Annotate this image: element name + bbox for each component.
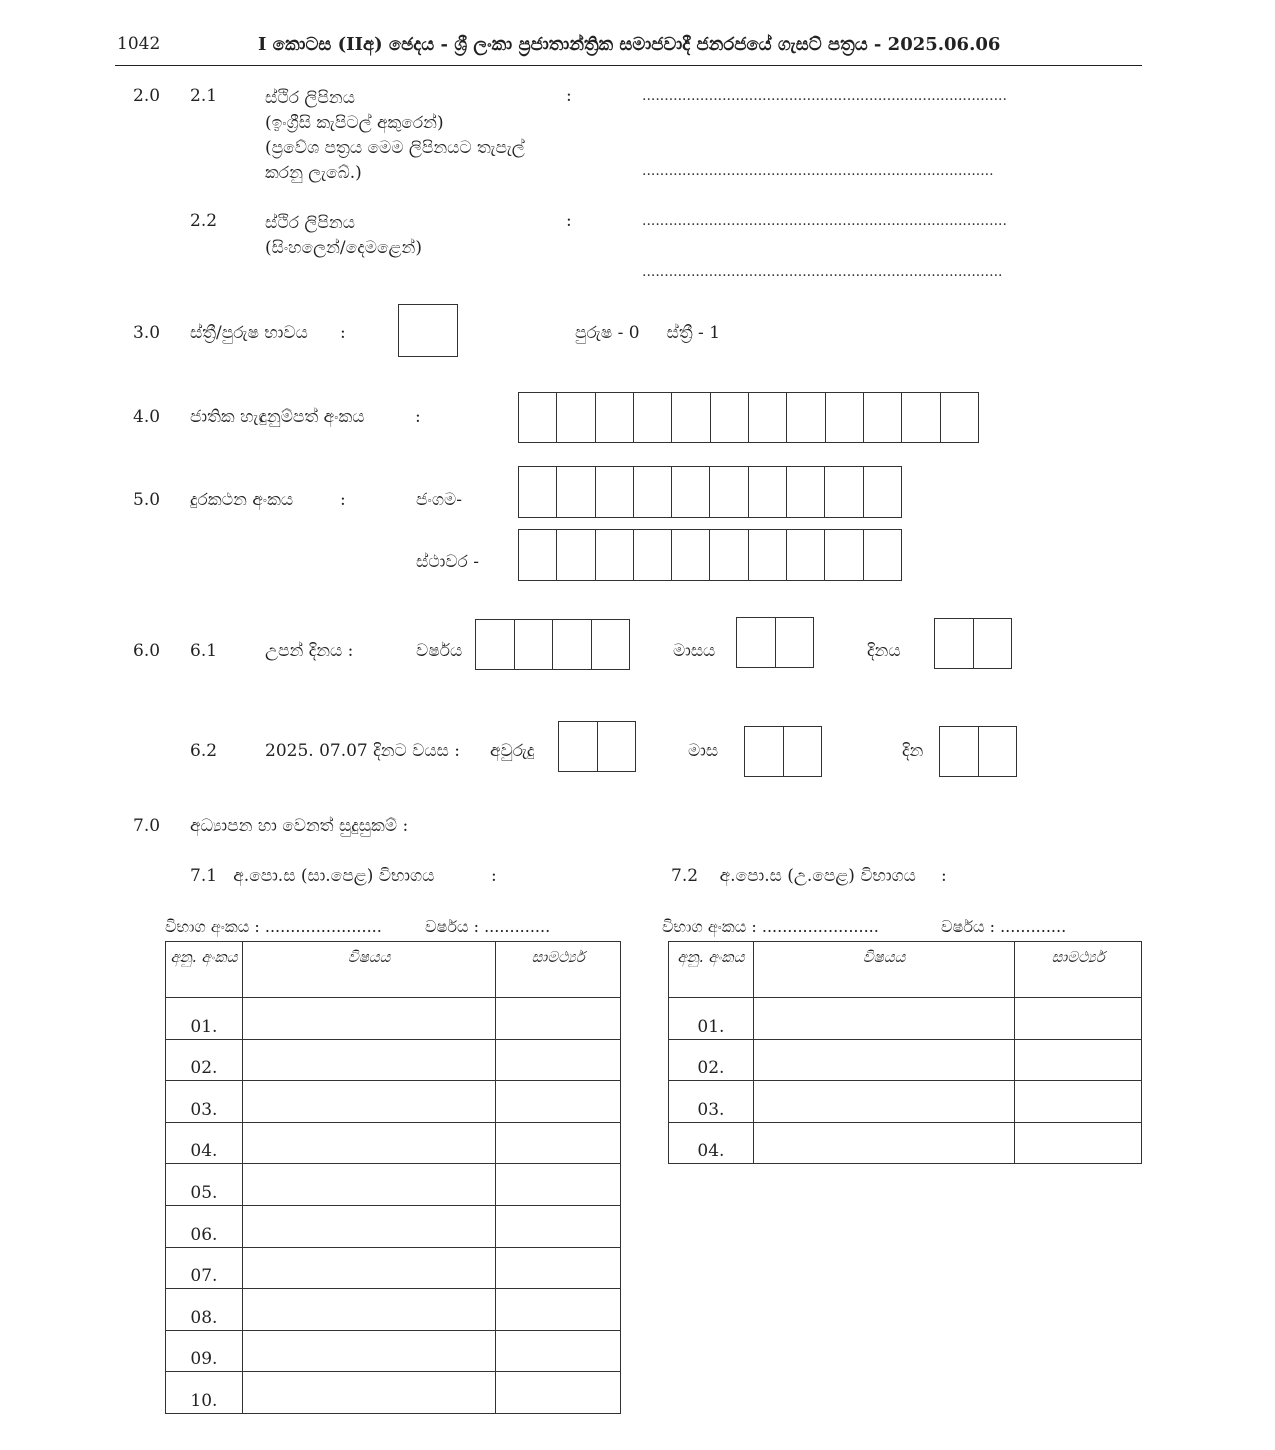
- column-header-grade: සාමර්ථ්‍ය: [1015, 942, 1142, 998]
- page-number: 1042: [117, 34, 161, 54]
- colon: :: [340, 490, 346, 510]
- row-number: 04.: [669, 1122, 754, 1164]
- table-row: [166, 1205, 621, 1247]
- subject-cell[interactable]: [753, 1039, 1014, 1081]
- column-header-subject: විෂයය: [242, 942, 495, 998]
- grade-cell[interactable]: [1015, 1081, 1142, 1123]
- row-number: 05.: [166, 1164, 243, 1206]
- grade-cell[interactable]: [496, 1081, 621, 1123]
- education-label: අධ්‍යාපන හා වෙනත් සුදුසුකම් :: [190, 816, 409, 836]
- section-3-number: 3.0: [133, 323, 161, 343]
- grade-cell[interactable]: [496, 1122, 621, 1164]
- table-row: [166, 1081, 621, 1123]
- table-row: [166, 1289, 621, 1331]
- mobile-label: ජංගම-: [416, 490, 462, 510]
- colon: :: [340, 323, 346, 343]
- grade-cell[interactable]: [496, 1247, 621, 1289]
- grade-cell[interactable]: [496, 1330, 621, 1372]
- table-row: [166, 1372, 621, 1414]
- nic-label: ජාතික හැඳුනුම්පත් අංකය: [190, 407, 365, 427]
- gender-label: ස්ත්‍රී/පුරුෂ භාවය: [190, 323, 308, 343]
- section-6-1-number: 6.1: [190, 641, 218, 661]
- colon: :: [566, 86, 572, 106]
- gender-input-box[interactable]: [398, 304, 458, 357]
- header-rule: [115, 65, 1142, 66]
- age-years-boxes[interactable]: [558, 721, 636, 772]
- grade-cell[interactable]: [1015, 998, 1142, 1040]
- address-sinhala-line-1[interactable]: ..................................................................................: [642, 213, 1007, 229]
- row-number: 01.: [669, 998, 754, 1040]
- dob-month-boxes[interactable]: [736, 617, 814, 668]
- grade-cell[interactable]: [496, 1164, 621, 1206]
- subject-cell[interactable]: [242, 1247, 495, 1289]
- grade-cell[interactable]: [496, 998, 621, 1040]
- fixed-line-label: ස්ථාවර -: [416, 552, 479, 572]
- row-number: 02.: [669, 1039, 754, 1081]
- ol-results-table: [165, 941, 621, 1414]
- fixed-number-boxes[interactable]: [518, 529, 902, 581]
- row-number: 02.: [166, 1039, 243, 1081]
- grade-cell[interactable]: [496, 1372, 621, 1414]
- permanent-address-sinhala-label: ස්ථිර ලිපිනය (සිංහලෙන්/දෙමළෙන්): [265, 213, 422, 258]
- al-exam-title: 7.2 අ.පො.ස (උ.පෙළ) විභාගය: [671, 866, 916, 886]
- dob-year-label: වර්ෂය: [416, 641, 463, 661]
- subject-cell[interactable]: [242, 1164, 495, 1206]
- dob-year-boxes[interactable]: [475, 619, 630, 670]
- grade-cell[interactable]: [1015, 1039, 1142, 1081]
- section-6-number: 6.0: [133, 641, 161, 661]
- grade-cell[interactable]: [1015, 1122, 1142, 1164]
- gazette-header-title: I කොටස (IIඅ) ඡෙදය - ශ්‍රී ලංකා ප්‍රජාතාන්ත්‍රික සමාජවාදී ජනරජයේ ගැසට් පත්‍රය - 2025.06.06: [258, 34, 1001, 55]
- row-number: 06.: [166, 1205, 243, 1247]
- subject-cell[interactable]: [753, 998, 1014, 1040]
- table-row: [669, 1081, 1142, 1123]
- permanent-address-english-label: ස්ථිර ලිපිනය (ඉංග්‍රීසි කැපිටල් අකුරෙන්) (ප්‍රවේශ පත්‍රය මෙම ලිපිනයට තැපැල් කරනු ලැබේ.): [265, 88, 525, 183]
- colon: :: [566, 211, 572, 231]
- age-months-boxes[interactable]: [744, 726, 822, 777]
- table-row: [166, 1039, 621, 1081]
- dob-month-label: මාසය: [673, 641, 716, 661]
- row-number: 09.: [166, 1330, 243, 1372]
- row-number: 03.: [669, 1081, 754, 1123]
- subject-cell[interactable]: [242, 1205, 495, 1247]
- row-number: 08.: [166, 1289, 243, 1331]
- date-of-birth-label: උපන් දිනය :: [265, 641, 354, 661]
- row-number: 10.: [166, 1372, 243, 1414]
- row-number: 01.: [166, 998, 243, 1040]
- row-number: 04.: [166, 1122, 243, 1164]
- nic-number-boxes[interactable]: [518, 392, 979, 443]
- subject-cell[interactable]: [753, 1122, 1014, 1164]
- al-index-number-field[interactable]: විභාග අංකය : .......................: [662, 917, 879, 936]
- section-2-2-number: 2.2: [190, 211, 218, 231]
- colon: :: [415, 407, 421, 427]
- subject-cell[interactable]: [242, 998, 495, 1040]
- dob-day-label: දිනය: [867, 641, 901, 661]
- column-header-subject: විෂයය: [753, 942, 1014, 998]
- age-as-at-label: 2025. 07.07 දිනට වයස :: [265, 741, 460, 761]
- column-header-serial: අනු. අංකය: [166, 942, 243, 998]
- age-years-label: අවුරුදු: [490, 741, 535, 761]
- age-days-boxes[interactable]: [939, 726, 1017, 777]
- section-2-number: 2.0: [133, 86, 161, 106]
- ol-year-field[interactable]: වර්ෂය : .............: [425, 917, 551, 936]
- section-6-2-number: 6.2: [190, 741, 218, 761]
- table-row: [669, 998, 1142, 1040]
- table-row: [669, 1039, 1142, 1081]
- subject-cell[interactable]: [242, 1330, 495, 1372]
- al-year-field[interactable]: වර්ෂය : .............: [941, 917, 1067, 936]
- subject-cell[interactable]: [242, 1122, 495, 1164]
- telephone-label: දුරකථන අංකය: [190, 490, 294, 510]
- row-number: 07.: [166, 1247, 243, 1289]
- colon: :: [491, 866, 497, 886]
- address-sinhala-line-2[interactable]: .................................................................................: [642, 264, 1003, 280]
- subject-cell[interactable]: [242, 1372, 495, 1414]
- table-row: [166, 1330, 621, 1372]
- table-row: [166, 1164, 621, 1206]
- section-5-number: 5.0: [133, 490, 161, 510]
- table-row: [669, 1122, 1142, 1164]
- table-row: [166, 1122, 621, 1164]
- table-row: [166, 998, 621, 1040]
- mobile-number-boxes[interactable]: [518, 466, 902, 518]
- al-results-table: [668, 941, 1142, 1164]
- grade-cell[interactable]: [496, 1205, 621, 1247]
- address-english-line-1[interactable]: ..................................................................................: [642, 88, 1007, 104]
- address-english-line-2[interactable]: ...............................................................................: [642, 163, 994, 179]
- ol-index-number-field[interactable]: විභාග අංකය : .......................: [165, 917, 382, 936]
- ol-exam-title: 7.1 අ.පො.ස (සා.පෙළ) විභාගය: [190, 866, 435, 886]
- age-days-label: දින: [902, 741, 924, 761]
- colon: :: [941, 866, 947, 886]
- column-header-grade: සාමර්ථ්‍ය: [496, 942, 621, 998]
- gender-code-hint: පුරුෂ - 0 ස්ත්‍රී - 1: [575, 323, 721, 343]
- column-header-serial: අනු. අංකය: [669, 942, 754, 998]
- table-row: [166, 1247, 621, 1289]
- section-2-1-number: 2.1: [190, 86, 218, 106]
- row-number: 03.: [166, 1081, 243, 1123]
- age-months-label: මාස: [688, 741, 719, 761]
- subject-cell[interactable]: [242, 1081, 495, 1123]
- section-7-number: 7.0: [133, 816, 161, 836]
- section-4-number: 4.0: [133, 407, 161, 427]
- subject-cell[interactable]: [242, 1039, 495, 1081]
- grade-cell[interactable]: [496, 1289, 621, 1331]
- dob-day-boxes[interactable]: [934, 618, 1012, 669]
- subject-cell[interactable]: [242, 1289, 495, 1331]
- subject-cell[interactable]: [753, 1081, 1014, 1123]
- grade-cell[interactable]: [496, 1039, 621, 1081]
